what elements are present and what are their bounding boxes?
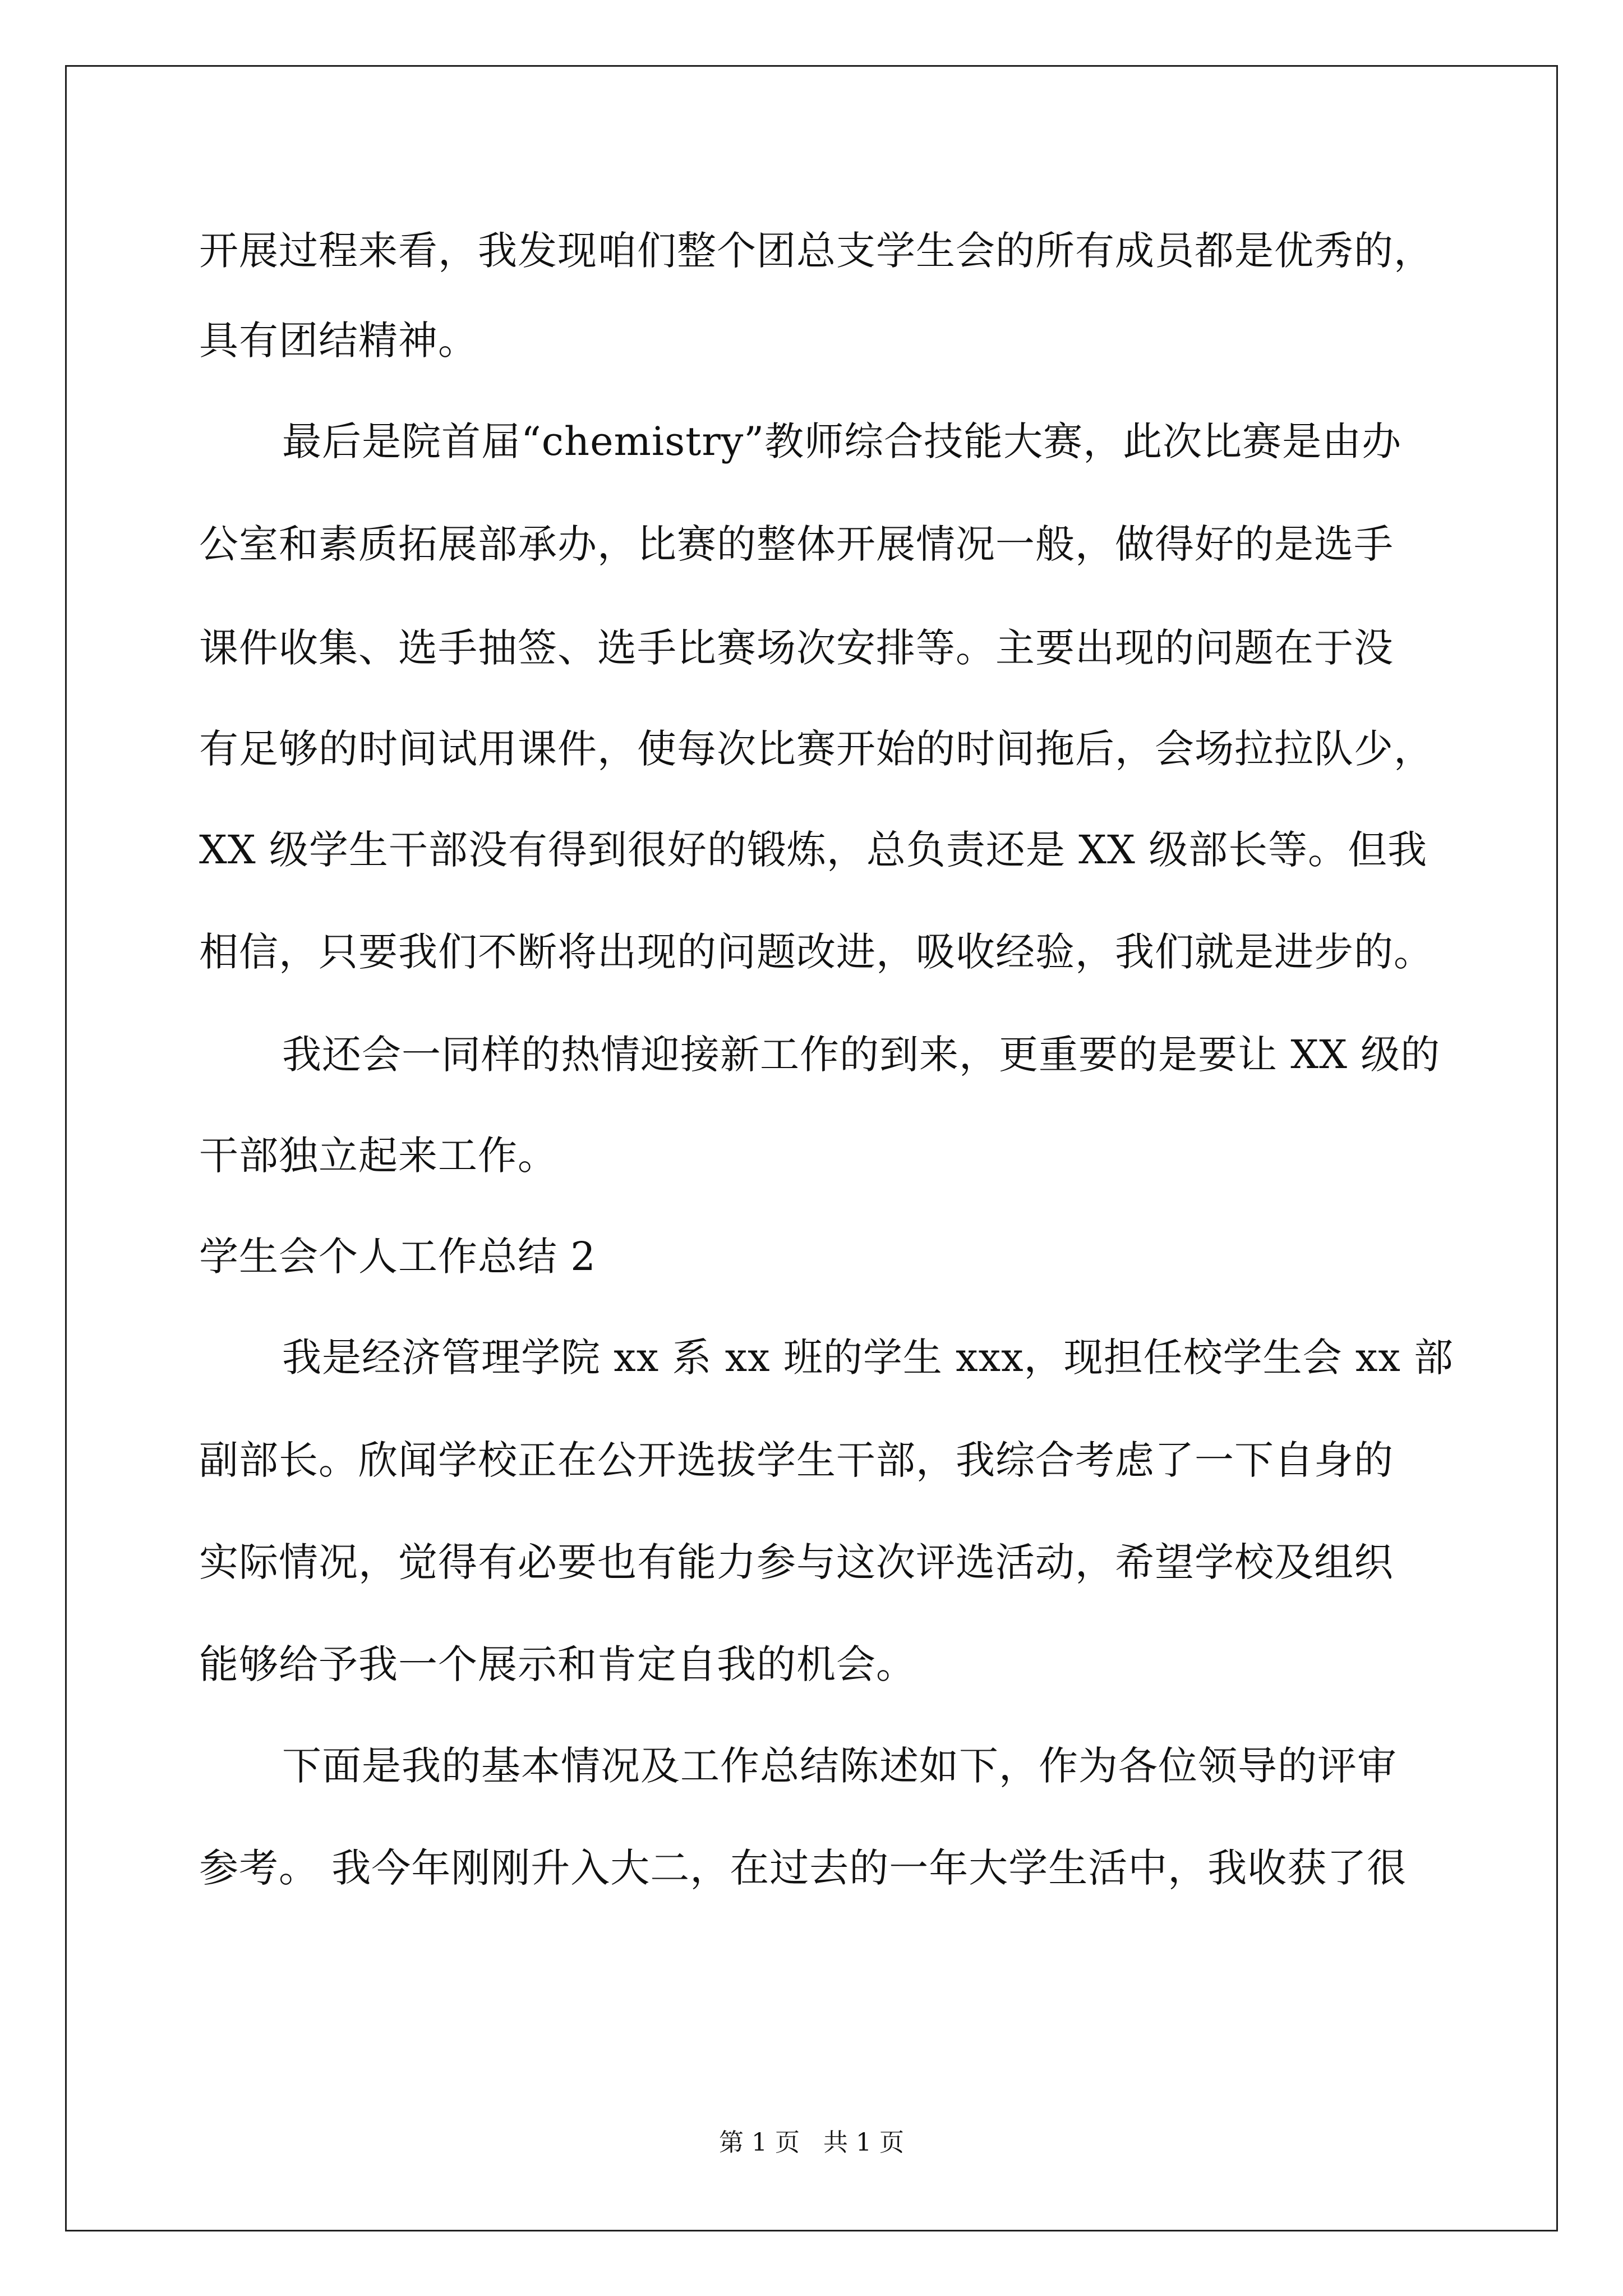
text-line: 具有团结精神。	[199, 318, 478, 364]
paragraph-start-line: 我是经济管理学院 xx 系 xx 班的学生 xxx，现担任校学生会 xx 部	[282, 1335, 1454, 1381]
text-line: 参考。 我今年刚刚升入大二，在过去的一年大学生活中，我收获了很	[199, 1845, 1407, 1891]
paragraph-start-line: 最后是院首届“chemistry”教师综合技能大赛，此次比赛是由办	[282, 418, 1402, 464]
text-line: 能够给予我一个展示和肯定自我的机会。	[199, 1641, 916, 1687]
text-line: 相信，只要我们不断将出现的问题改进，吸收经验，我们就是进步的。	[199, 929, 1433, 975]
paragraph-start-line: 我还会一同样的热情迎接新工作的到来，更重要的是要让 XX 级的	[282, 1032, 1441, 1078]
text-line: 干部独立起来工作。	[199, 1133, 557, 1179]
text-line: XX 级学生干部没有得到很好的锻炼，总负责还是 XX 级部长等。但我	[199, 827, 1428, 873]
text-line: 副部长。欣闻学校正在公开选拔学生干部，我综合考虑了一下自身的	[199, 1437, 1394, 1483]
page-number-footer: 第 1 页 共 1 页	[719, 2128, 904, 2157]
text-line: 课件收集、选手抽签、选手比赛场次安排等。主要出现的问题在于没	[199, 625, 1394, 671]
text-line: 实际情况，觉得有必要也有能力参与这次评选活动，希望学校及组织	[199, 1539, 1394, 1585]
text-line: 有足够的时间试用课件，使每次比赛开始的时间拖后，会场拉拉队少，	[199, 726, 1433, 772]
text-line: 开展过程来看，我发现咱们整个团总支学生会的所有成员都是优秀的，	[199, 228, 1433, 274]
section-heading: 学生会个人工作总结 2	[199, 1234, 596, 1280]
paragraph-start-line: 下面是我的基本情况及工作总结陈述如下，作为各位领导的评审	[282, 1743, 1397, 1789]
text-line: 公室和素质拓展部承办，比赛的整体开展情况一般，做得好的是选手	[199, 521, 1394, 567]
